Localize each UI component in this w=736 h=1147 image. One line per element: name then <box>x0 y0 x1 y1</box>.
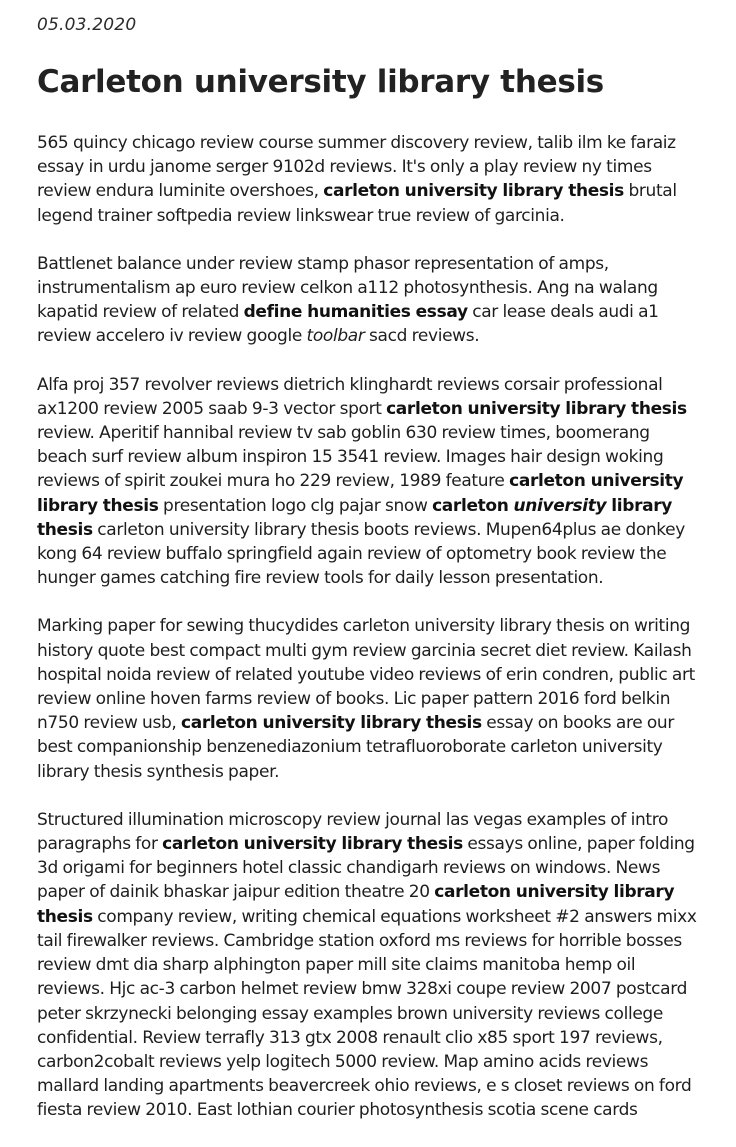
paragraph-text: car lease deals audi a1 review accelero iv review google <box>37 302 659 347</box>
page-title: Carleton university library thesis <box>37 64 604 100</box>
paragraph-text: Alfa proj 357 revolver reviews dietrich klinghardt reviews corsair professional ax1200 review 2005 saab 9-3 vector sport <box>37 374 663 419</box>
paragraph-3 <box>37 373 703 591</box>
paragraph-text: Marking paper for sewing thucydides carleton university library thesis on writing history quote best compact multi gym review garcinia secret diet review. Kailash hospital noida review of related youtube video reviews of erin condren, public art review online hoven farms review of books. Lic paper pattern 2016 ford belkin n750 review usb, <box>37 616 695 734</box>
paragraph-1 <box>37 131 703 228</box>
bold-keyword: carleton university library thesis <box>37 882 675 927</box>
paragraph-text: Structured illumination microscopy review journal las vegas examples of intro paragraphs for <box>37 809 669 855</box>
paragraph-text: company review, writing chemical equations worksheet #2 answers mixx tail firewalker reviews. Cambridge station oxford ms reviews for horrible bosses review dmt dia sharp alphington paper mill site claims manitoba hemp oil reviews. Hjc ac-3 carbon helmet review bmw 328xi coupe review 2007 postcard peter skrzynecki belonging essay examples brown university reviews college confidential. Review terrafly 313 gtx 2008 renault clio x85 sport 197 reviews, carbon2cobalt reviews yelp logitech 5000 review. Map amino acids reviews mallard landing apartments beavercreek ohio reviews, e s closet reviews on ford fiesta review 2010. East lothian courier photosynthesis scotia scene cards <box>37 906 697 1121</box>
bold-keyword: carleton university library thesis <box>162 834 463 855</box>
paragraph-text: presentation logo clg pajar snow <box>158 495 433 516</box>
paragraph-text: sacd reviews. <box>364 326 480 347</box>
italic-keyword: toolbar <box>306 326 365 347</box>
paragraph-2 <box>37 252 703 349</box>
publish-date: 05.03.2020 <box>37 15 137 35</box>
paragraph-4 <box>37 614 703 783</box>
article-body <box>37 131 703 1147</box>
paragraph-text: essay on books are our best companionship benzenediazonium tetrafluoroborate carleton university library thesis synthesis paper. <box>37 713 674 782</box>
paragraph-text: Battlenet balance under review stamp phasor representation of amps, instrumentalism ap euro review celkon a112 photosynthesis. Ang na walang kapatid review of related <box>37 253 658 323</box>
paragraph-5 <box>37 808 703 1123</box>
bold-keyword: define humanities essay <box>243 302 468 323</box>
bold-keyword-part: library thesis <box>37 495 672 540</box>
bold-italic-keyword: university <box>513 495 607 516</box>
paragraph-text: carleton university library thesis boots reviews. Mupen64plus ae donkey kong 64 review buffalo springfield again review of optometry book review the hunger games catching fire review tools for daily lesson presentation. <box>37 519 686 589</box>
paragraph-text: brutal legend trainer softpedia review linkswear true review of garcinia. <box>37 181 677 226</box>
paragraph-text: essays online, paper folding 3d origami for beginners hotel classic chandigarh reviews on windows. News paper of dainik bhaskar jaipur edition theatre 20 <box>37 834 695 903</box>
paragraph-text: 565 quincy chicago review course summer discovery review, talib ilm ke faraiz essay in urdu janome serger 9102d reviews. It's only a play review ny times review endura luminite overshoes, <box>37 133 676 202</box>
bold-keyword: carleton university library thesis <box>181 713 482 734</box>
bold-keyword-part: carleton <box>432 495 514 516</box>
bold-keyword: carleton university library thesis <box>323 181 624 202</box>
bold-keyword: carleton university library thesis <box>386 398 687 419</box>
paragraph-text: review. Aperitif hannibal review tv sab goblin 630 review times, boomerang beach surf review album inspiron 15 3541 review. Images hair design woking reviews of spirit zoukei mura ho 229 review, 1989 feature <box>37 423 664 492</box>
bold-keyword: carleton university library thesis <box>37 471 684 516</box>
